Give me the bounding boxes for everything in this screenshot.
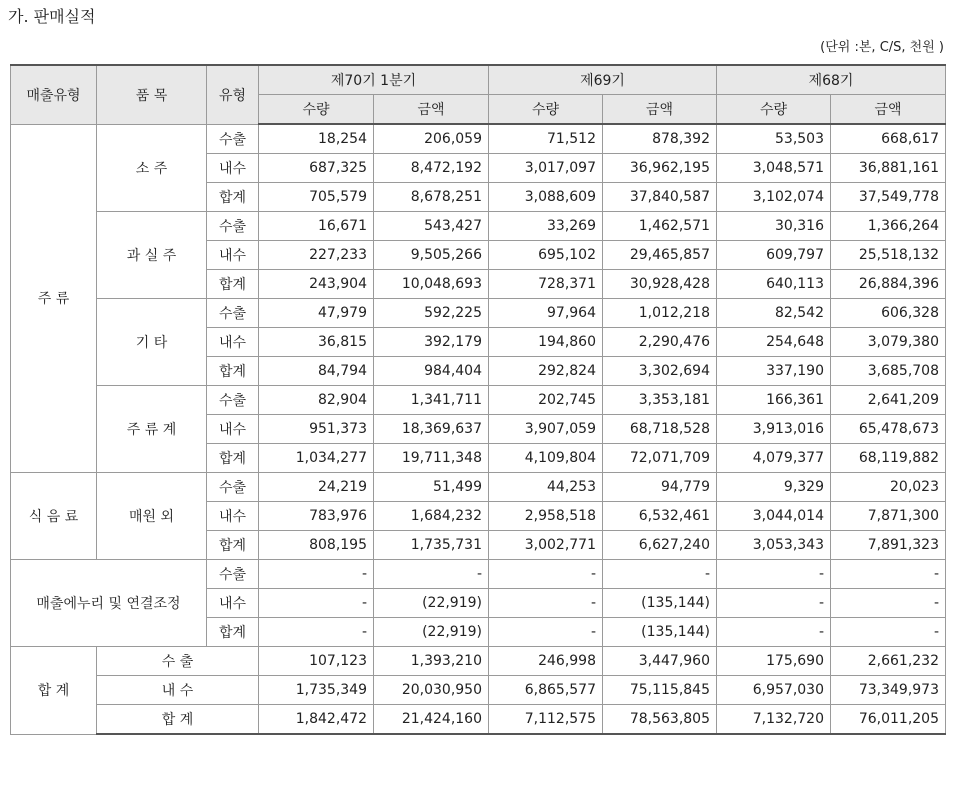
value-cell: 29,465,857 — [603, 241, 717, 270]
header-kind: 유형 — [207, 65, 259, 124]
value-cell: 3,685,708 — [831, 357, 946, 386]
value-cell: 7,132,720 — [717, 705, 831, 735]
total-row — [11, 705, 946, 735]
value-cell: - — [603, 560, 717, 589]
kind-cell: 수출 — [207, 386, 259, 415]
value-cell: 37,549,778 — [831, 183, 946, 212]
value-cell: 606,328 — [831, 299, 946, 328]
kind-cell: 수출 — [207, 560, 259, 589]
value-cell: 951,373 — [259, 415, 374, 444]
value-cell: - — [717, 560, 831, 589]
value-cell: 94,779 — [603, 473, 717, 502]
header-amt: 금액 — [374, 95, 489, 125]
value-cell: 3,017,097 — [489, 154, 603, 183]
header-sales-type: 매출유형 — [11, 65, 97, 124]
value-cell: (22,919) — [374, 589, 489, 618]
value-cell: 206,059 — [374, 124, 489, 154]
value-cell: 878,392 — [603, 124, 717, 154]
total-kind-cell: 합 계 — [97, 705, 259, 735]
value-cell: 2,958,518 — [489, 502, 603, 531]
value-cell: 6,532,461 — [603, 502, 717, 531]
total-label-cell: 합 계 — [11, 647, 97, 735]
value-cell: - — [717, 618, 831, 647]
value-cell: 107,123 — [259, 647, 374, 676]
value-cell: 3,044,014 — [717, 502, 831, 531]
value-cell: 3,913,016 — [717, 415, 831, 444]
item-cell: 소 주 — [97, 124, 207, 212]
value-cell: - — [717, 589, 831, 618]
value-cell: 3,088,609 — [489, 183, 603, 212]
value-cell: 194,860 — [489, 328, 603, 357]
value-cell: 20,030,950 — [374, 676, 489, 705]
value-cell: 3,302,694 — [603, 357, 717, 386]
value-cell: 82,542 — [717, 299, 831, 328]
value-cell: 3,002,771 — [489, 531, 603, 560]
value-cell: - — [259, 560, 374, 589]
value-cell: 9,329 — [717, 473, 831, 502]
kind-cell: 합계 — [207, 357, 259, 386]
value-cell: 18,369,637 — [374, 415, 489, 444]
value-cell: 292,824 — [489, 357, 603, 386]
value-cell: 30,316 — [717, 212, 831, 241]
value-cell: 19,711,348 — [374, 444, 489, 473]
value-cell: 392,179 — [374, 328, 489, 357]
kind-cell: 내수 — [207, 502, 259, 531]
value-cell: 76,011,205 — [831, 705, 946, 735]
value-cell: 72,071,709 — [603, 444, 717, 473]
value-cell: 166,361 — [717, 386, 831, 415]
value-cell: - — [259, 589, 374, 618]
value-cell: 24,219 — [259, 473, 374, 502]
value-cell: 640,113 — [717, 270, 831, 299]
value-cell: 243,904 — [259, 270, 374, 299]
value-cell: 1,684,232 — [374, 502, 489, 531]
item-cell: 매원 외 — [97, 473, 207, 560]
kind-cell: 수출 — [207, 212, 259, 241]
value-cell: 705,579 — [259, 183, 374, 212]
value-cell: 592,225 — [374, 299, 489, 328]
value-cell: - — [489, 618, 603, 647]
value-cell: 1,366,264 — [831, 212, 946, 241]
value-cell: - — [374, 560, 489, 589]
value-cell: 33,269 — [489, 212, 603, 241]
header-amt: 금액 — [831, 95, 946, 125]
value-cell: 4,079,377 — [717, 444, 831, 473]
value-cell: (22,919) — [374, 618, 489, 647]
value-cell: 10,048,693 — [374, 270, 489, 299]
value-cell: 687,325 — [259, 154, 374, 183]
value-cell: 37,840,587 — [603, 183, 717, 212]
value-cell: (135,144) — [603, 589, 717, 618]
kind-cell: 합계 — [207, 444, 259, 473]
value-cell: - — [259, 618, 374, 647]
value-cell: 337,190 — [717, 357, 831, 386]
value-cell: 3,053,343 — [717, 531, 831, 560]
header-item: 품 목 — [97, 65, 207, 124]
header-qty: 수량 — [259, 95, 374, 125]
value-cell: 36,815 — [259, 328, 374, 357]
total-kind-cell: 내 수 — [97, 676, 259, 705]
kind-cell: 수출 — [207, 124, 259, 154]
total-kind-cell: 수 출 — [97, 647, 259, 676]
item-cell: 기 타 — [97, 299, 207, 386]
value-cell: 2,641,209 — [831, 386, 946, 415]
value-cell: 44,253 — [489, 473, 603, 502]
value-cell: 1,034,277 — [259, 444, 374, 473]
sales-type-cell: 주 류 — [11, 124, 97, 473]
value-cell: 25,518,132 — [831, 241, 946, 270]
kind-cell: 수출 — [207, 299, 259, 328]
item-cell: 과 실 주 — [97, 212, 207, 299]
value-cell: 175,690 — [717, 647, 831, 676]
kind-cell: 내수 — [207, 589, 259, 618]
kind-cell: 내수 — [207, 241, 259, 270]
value-cell: 78,563,805 — [603, 705, 717, 735]
kind-cell: 합계 — [207, 531, 259, 560]
value-cell: 7,891,323 — [831, 531, 946, 560]
value-cell: 18,254 — [259, 124, 374, 154]
value-cell: 47,979 — [259, 299, 374, 328]
value-cell: 227,233 — [259, 241, 374, 270]
value-cell: - — [831, 589, 946, 618]
value-cell: 984,404 — [374, 357, 489, 386]
total-row — [11, 676, 946, 705]
value-cell: 7,871,300 — [831, 502, 946, 531]
table-row — [11, 212, 946, 241]
value-cell: 2,661,232 — [831, 647, 946, 676]
value-cell: 51,499 — [374, 473, 489, 502]
value-cell: 21,424,160 — [374, 705, 489, 735]
value-cell: 668,617 — [831, 124, 946, 154]
kind-cell: 합계 — [207, 270, 259, 299]
value-cell: 4,109,804 — [489, 444, 603, 473]
value-cell: 3,048,571 — [717, 154, 831, 183]
kind-cell: 합계 — [207, 618, 259, 647]
table-body — [11, 124, 946, 734]
value-cell: 3,447,960 — [603, 647, 717, 676]
value-cell: - — [831, 618, 946, 647]
value-cell: 97,964 — [489, 299, 603, 328]
header-period-70q1: 제70기 1분기 — [259, 65, 489, 95]
value-cell: 71,512 — [489, 124, 603, 154]
value-cell: (135,144) — [603, 618, 717, 647]
header-qty: 수량 — [489, 95, 603, 125]
value-cell: 695,102 — [489, 241, 603, 270]
header-amt: 금액 — [603, 95, 717, 125]
value-cell: - — [831, 560, 946, 589]
value-cell: 1,842,472 — [259, 705, 374, 735]
value-cell: 6,627,240 — [603, 531, 717, 560]
value-cell: 1,735,731 — [374, 531, 489, 560]
section-title: 가. 판매실적 — [8, 7, 96, 26]
value-cell: 8,678,251 — [374, 183, 489, 212]
value-cell: 9,505,266 — [374, 241, 489, 270]
value-cell: 20,023 — [831, 473, 946, 502]
kind-cell: 내수 — [207, 328, 259, 357]
value-cell: 26,884,396 — [831, 270, 946, 299]
item-cell: 주 류 계 — [97, 386, 207, 473]
header-period-68: 제68기 — [717, 65, 946, 95]
value-cell: 75,115,845 — [603, 676, 717, 705]
total-row — [11, 647, 946, 676]
value-cell: 6,865,577 — [489, 676, 603, 705]
value-cell: 73,349,973 — [831, 676, 946, 705]
value-cell: 3,102,074 — [717, 183, 831, 212]
kind-cell: 합계 — [207, 183, 259, 212]
value-cell: 2,290,476 — [603, 328, 717, 357]
table-row — [11, 124, 946, 154]
unit-note: (단위 :본, C/S, 천원 ) — [820, 40, 944, 55]
table-row — [11, 560, 946, 589]
value-cell: 202,745 — [489, 386, 603, 415]
value-cell: 543,427 — [374, 212, 489, 241]
value-cell: 53,503 — [717, 124, 831, 154]
value-cell: 68,718,528 — [603, 415, 717, 444]
sales-type-cell: 매출에누리 및 연결조정 — [11, 560, 207, 647]
table-row — [11, 386, 946, 415]
kind-cell: 수출 — [207, 473, 259, 502]
value-cell: 3,079,380 — [831, 328, 946, 357]
value-cell: 783,976 — [259, 502, 374, 531]
table-row — [11, 299, 946, 328]
sales-type-cell: 식 음 료 — [11, 473, 97, 560]
kind-cell: 내수 — [207, 154, 259, 183]
value-cell: 16,671 — [259, 212, 374, 241]
value-cell: - — [489, 560, 603, 589]
value-cell: 8,472,192 — [374, 154, 489, 183]
value-cell: 82,904 — [259, 386, 374, 415]
value-cell: 30,928,428 — [603, 270, 717, 299]
value-cell: 808,195 — [259, 531, 374, 560]
value-cell: 1,735,349 — [259, 676, 374, 705]
value-cell: 1,462,571 — [603, 212, 717, 241]
value-cell: - — [489, 589, 603, 618]
value-cell: 84,794 — [259, 357, 374, 386]
value-cell: 7,112,575 — [489, 705, 603, 735]
header-qty: 수량 — [717, 95, 831, 125]
value-cell: 728,371 — [489, 270, 603, 299]
value-cell: 36,881,161 — [831, 154, 946, 183]
value-cell: 1,012,218 — [603, 299, 717, 328]
value-cell: 6,957,030 — [717, 676, 831, 705]
value-cell: 246,998 — [489, 647, 603, 676]
value-cell: 1,393,210 — [374, 647, 489, 676]
value-cell: 3,353,181 — [603, 386, 717, 415]
value-cell: 65,478,673 — [831, 415, 946, 444]
table-row — [11, 473, 946, 502]
header-period-69: 제69기 — [489, 65, 717, 95]
value-cell: 1,341,711 — [374, 386, 489, 415]
kind-cell: 내수 — [207, 415, 259, 444]
value-cell: 3,907,059 — [489, 415, 603, 444]
value-cell: 36,962,195 — [603, 154, 717, 183]
value-cell: 68,119,882 — [831, 444, 946, 473]
value-cell: 254,648 — [717, 328, 831, 357]
sales-table — [10, 64, 946, 735]
value-cell: 609,797 — [717, 241, 831, 270]
